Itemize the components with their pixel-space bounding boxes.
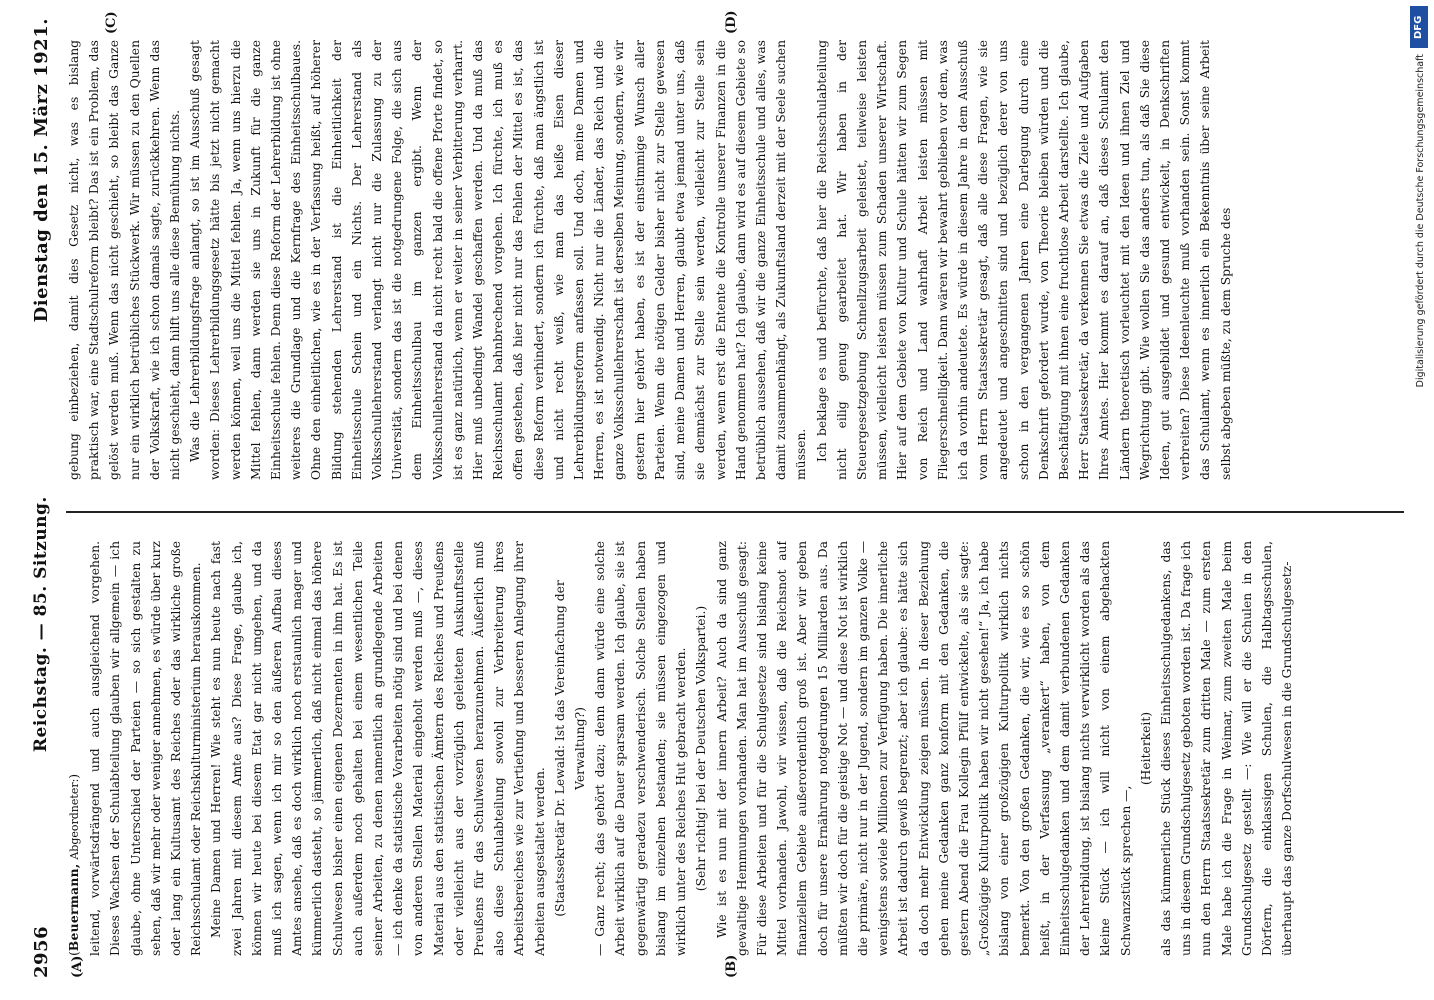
session-date: Dienstag den 15. März 1921. — [30, 18, 52, 323]
left-paragraph: leitend, vorwärtsdrängend und auch ausgleichend vorgehen. Dieses Wachsen der Schulabteilung glauben wir allgemein — ich glaube, ohne Unterschied der Parteien — so sich gestalten zu sehen, daß wir mehr oder weniger annehmen, es würde über kurz oder lang ein Kultusamt des Reiches oder das wirkliche große Reichsschulamt oder Reichskulturministerium herauskommen. — [88, 541, 204, 956]
left-paragraph: Meine Damen und Herren! Wie steht es nun heute nach fast zwei Jahren mit diesem Amte aus? Diese Frage, glaube ich, können wir heute bei diesem Etat gar nicht umgehen, und da muß ich sagen, wenn ich mir so den äußeren Aufbau dieses Amtes ansehe, daß es doch wirklich noch erstaunlich mager und kümmerlich dasteht, so jämmerlich, daß nicht einmal das höhere Schulwesen bisher einen eigenen Dezernenten in ihm hat. Es ist auch außerdem noch gehalten bei einem wesentlichen Teile seiner Arbeiten, zu denen namentlich an grundlegende Arbeiten — ich denke da statistische Vorarbeiten nötig sind und bei denen von anderen Stellen Material eingeholt werden muß —, dieses Material aus den statistischen Ämtern des Reiches und Preußens oder vielleicht aus der vorzüglich geleiteten Auskunftsstelle Preußens für das Schulwesen heranzunehmen. Äußerlich muß also diese Schulabteilung sowohl zur Verbreiterung ihres Arbeitsbereiches wie zur Vertiefung und besseren Anlegung ihrer Arbeiten ausgestaltet werden. — [209, 541, 547, 956]
left-paragraph: Wie ist es nun mit der innern Arbeit? Auch da sind ganz gewaltige Hemmungen vorhanden. Man hat im Ausschuß gesagt: Für diese Arbeiten und für die Schulgesetze sind bislang keine Mittel vorhanden. Jawohl, wir wissen, daß die Reichsnot auf finanziellem Gebiete außerordentlich groß ist. Aber wir geben doch für unsere Ernährung notgedrungen 15 Milliarden aus. Da müßten wir doch für die geistige Not — und diese Not ist wirklich die primäre, nicht nur in der Jugend, sondern im ganzen Volke — wenigstens soviele Millionen zur Verfügung haben. Die innerliche Arbeit ist dadurch gewiß begrenzt; aber ich glaube: es hätte sich da doch mehr Entwicklung zeigen müssen. In dieser Beziehung gehen meine Gedanken ganz konform mit den Gedanken, die gestern Abend die Frau Kollegin Pfülf entwickelte, als sie sagte: „Großzügige Kulturpolitik haben wir nicht gesehen!“ Ja, ich habe bislang von einer großzügigen Kulturpolitik wirklich nichts bemerkt. Von den großen Gedanken, die wir, wie es so schön heißt, in der Verfassung „verankert“ haben, von dem Einheitsschulgedanken und dem damit verbundenen Gedanken der Lehrerbildung, ist bislang nichts verwirklicht worden als das kleine Stück — ich will nicht von einem abgehackten Schwanzstück sprechen —, — [714, 541, 1133, 956]
margin-mark-a: (A) — [70, 955, 85, 978]
page-title: Reichstag. — 85. Sitzung. — [31, 496, 51, 753]
right-column — [64, 40, 1404, 480]
digitization-strip — [1410, 6, 1428, 526]
interjection: (Sehr richtig! bei der Deutschen Volkspartei.) — [694, 605, 709, 892]
speaker-note: Abgeordneter: — [68, 778, 81, 860]
right-paragraph: Was die Lehrerbildungsfrage anlangt, so ist im Ausschuß gesagt worden: Dieses Lehrerbildungsgesetz hätte bis jetzt nicht gemacht werden können, weil uns die Mittel fehlen. Ja, wenn uns hierzu die Mittel fehlen, dann werden sie uns in Zukunft für die ganze Einheitsschule fehlen. Denn diese Reform der Lehrerbildung ist ohne weiteres die Grundlage und die Kernfrage des Einheitsschulbaues. Ohne den einheitlichen, wie es in der Verfassung heißt, auf höherer Bildung stehenden Lehrerstand ist die Einheitlichkeit der Einheitsschule Schein und ein Nichts. Der Lehrerstand als Volksschullehrerstand verlangt nicht nur die Zulassung zu der Universität, sondern das ist die notgedrungene Folge, die sich aus dem Einheitsschulbau im ganzen ergibt. Wenn der Volksschullehrerstand da nicht recht bald die offene Pforte findet, so ist es ganz natürlich, wenn er weiter in seiner Verbitterung verharrt. Hier muß unbedingt Wandel geschaffen werden. Und da muß das Reichsschulamt bahnbrechend vorgehen. Ich fürchte, ich muß es offen gestehen, daß hier nicht nur das Fehlen der Mittel es ist, das diese Reform verhindert, sondern ich fürchte, daß man ängstlich ist und nicht recht weiß, wie man das heiße Eisen dieser Lehrerbildungsreform anfassen soll. Und doch, meine Damen und Herren, es ist notwendig. Nicht nur die Länder, das Reich und die ganze Volksschullehrerschaft ist derselben Meinung, sondern, wie wir gestern hier gehört haben, es ist der einstimmige Wunsch aller Parteien. Wenn die nötigen Gelder bisher nicht zur Stelle gewesen sind, meine Damen und Herren, glaubt etwa jemand unter uns, daß sie demnächst zur Stelle sein werden, vielleicht zur Stelle sein werden, wenn erst die Entente die Kontrolle unserer Finanzen in die Hand genommen hat? Ich glaube, dann wird es auf diesem Gebiete so betrüblich aussehen, daß wir die ganze Einheitsschule und alles, was damit zusammenhängt, als Zukunftsland derzeit mit der Seele suchen müssen. — [188, 40, 809, 480]
margin-mark-d: (D) — [724, 10, 739, 34]
digitization-credit: Digitalisierung gefördert durch die Deutsche Forschungsgemeinschaft — [1415, 54, 1426, 388]
margin-mark-c: (C) — [104, 11, 119, 34]
speaker-line: (Beuermann, Abgeordneter:) — [66, 773, 81, 956]
page-number: 2956 — [30, 925, 52, 978]
scanned-page — [24, 10, 1414, 978]
interjection: (Staatssekretär Dr. Lewald: Ist das Vereinfachung der Verwaltung?) — [552, 580, 588, 917]
left-paragraph: — Ganz recht; das gehört dazu; denn dann würde eine solche Arbeit wirklich auf die Dauer sparsam werden. Ich glaube, sie ist gegenwärtig geradezu verschwenderisch. Solche Stellen haben bislang im einzelnen bestanden; sie müssen eingezogen und wirklich unter des Reiches Hut gebracht werden. — [593, 541, 689, 956]
interjection: (Heiterkeit) — [1138, 711, 1153, 786]
column-divider — [66, 511, 1404, 513]
dfg-logo: DFG — [1410, 6, 1428, 48]
left-column — [64, 541, 1404, 956]
page-header — [24, 18, 58, 978]
margin-mark-b: (B) — [724, 954, 739, 978]
right-paragraph: gebung einbeziehen, damit dies Gesetz nicht, was es bislang praktisch war, eine Stadtschulreform bleibt? Das ist ein Problem, das gelöst werden muß. Wenn das nicht geschieht, so bleibt das Ganze nur ein wirklich betrübliches Stückwerk. Wir müssen zu den Quellen der Volkskraft, wie ich schon damals sagte, zurückkehren. Wenn das nicht geschieht, dann hilft uns alle diese Bemühung nichts. — [67, 40, 183, 480]
right-paragraph: Ich beklage es und befürchte, daß hier die Reichsschulabteilung nicht eilig genug gearbeitet hat. Wir haben in der Steuergesetzgebung Schnellzugsarbeit geleistet, teilweise leisten müssen, vielleicht leisten müssen zum Schaden unserer Wirtschaft. Hier auf dem Gebiete von Kultur und Schule hätten wir zum Segen von Reich und Land wahrhaft Arbeit leisten müssen mit Fliegerschnelligkeit. Dann wären wir bewahrt geblieben vor dem, was ich da vorhin andeutete. Es würde in diesem Jahre in dem Ausschuß vom Herrn Staatssekretär gesagt, daß alle diese Fragen, wie sie angedeutet und angeschnitten sind und bezüglich derer von uns schon in den vergangenen Jahren eine Darlegung durch eine Denkschrift gefordert wurde, von Theorie bleiben würden und die Beschäftigung mit ihnen eine fruchtlose Arbeit darstellte. Ich glaube, Herr Staatssekretär, da verkennen Sie etwas die Ziele und Aufgaben Ihres Amtes. Hier kommt es darauf an, daß dieses Schulamt den Ländern theoretisch vorleuchtet mit den Ideen und ihnen Ziel und Wegrichtung gibt. Wie wollen Sie das anders tun, als daß Sie diese Ideen, gut ausgebildet und gesund entwickelt, in Denkschriften verbreiten? Diese Ideenleuchte muß vorhanden sein. Sonst kommt das Schulamt, wenn es innerlich ein Bekenntnis über seine Arbeit selbst abgeben müßte, zu dem Spruche des — [814, 40, 1233, 480]
speaker-name: Beuermann, — [66, 863, 81, 952]
left-paragraph: als das kümmerliche Stück dieses Einheitsschulgedankens, das uns in diesem Grundschulgesetz geboten worden ist. Da frage ich nun den Herrn Staatssekretär zum dritten Male — zum ersten Male habe ich die Frage in Weimar, zum zweiten Male beim Grundschulgesetz gestellt —: Wie will er die Schulen in den Dörfern, die einklassigen Schulen, die Halbtagsschulen, überhaupt das ganze Dorfschulwesen in die Grundschulgesetz- — [1158, 541, 1295, 956]
